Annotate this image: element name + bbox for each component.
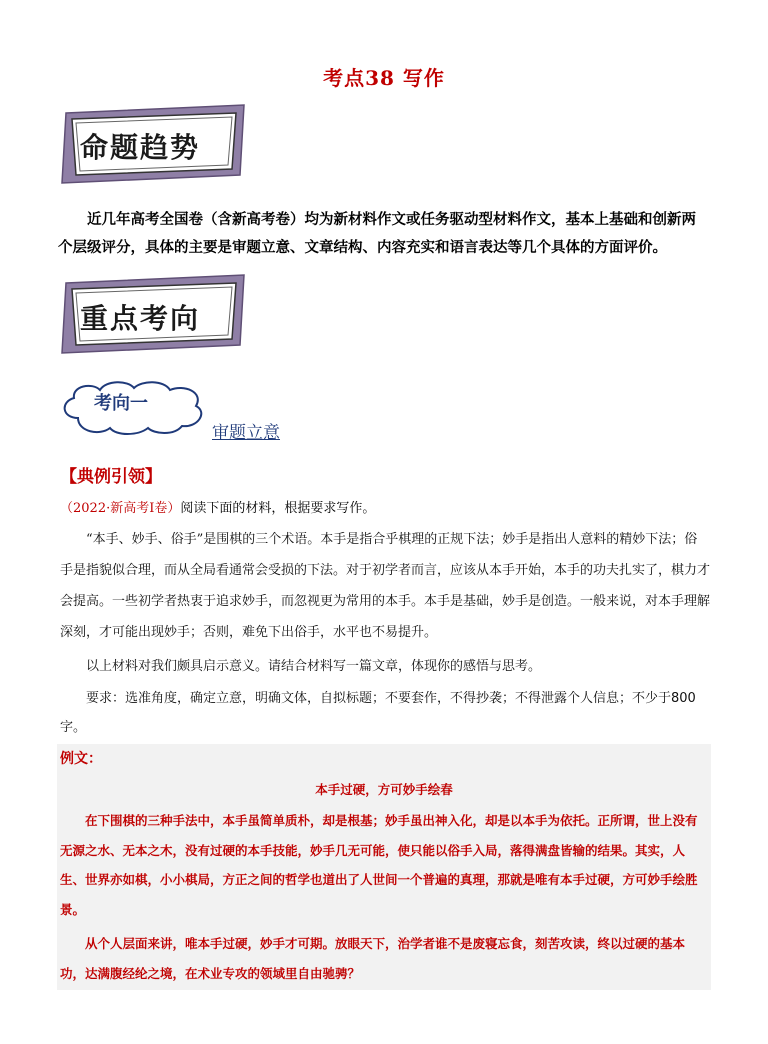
intro-paragraph: 近几年高考全国卷（含新高考卷）均为新材料作文或任务驱动型材料作文，基本上基础和创新两个层级评分，具体的主要是审题立意、文章结构、内容充实和语言表达等几个具体的方面评价。 <box>58 211 696 256</box>
banner-focus-label: 重点考向 <box>80 302 201 335</box>
material-paragraph: “本手、妙手、俗手”是围棋的三个术语。本手是指合乎棋理的正规下法；妙手是指出人意料的精妙下法；俗手是指貌似合理，而从全局看通常会受损的下法。对于初学者而言，应该从本手开始，本手的功夫扎实了，棋力才会提高。一些初学者热衷于追求妙手，而忽视更为常用的本手。本手是基础，妙手是创造。一般来说，对本手理解深刻，才可能出现妙手；否则，难免下出俗手，水平也不易提升。 <box>60 532 711 640</box>
essay-paragraph-2: 从个人层面来讲，唯本手过硬，妙手才可期。放眼天下，治学者谁不是废寝忘食，刻苦攻读，终以过硬的基本功，达满腹经纶之境，在术业专攻的领域里自由驰骋？ <box>60 936 686 981</box>
example-label: 【典例引领】 <box>60 467 162 487</box>
source-tag: （2022·新高考Ⅰ卷） <box>60 501 181 516</box>
source-text: 阅读下面的材料，根据要求写作。 <box>180 501 376 516</box>
page-title: 考点38 写作 <box>323 66 445 90</box>
requirement-paragraph: 要求：选准角度，确定立意，明确文体，自拟标题；不要套作，不得抄袭；不得泄露个人信息；不少于800字。 <box>60 691 696 735</box>
direction-subtitle: 审题立意 <box>212 423 280 443</box>
essay-title: 本手过硬，方可妙手绘春 <box>315 782 453 797</box>
source-line <box>60 497 375 516</box>
prompt-paragraph: 以上材料对我们颇具启示意义。请结合材料写一篇文章，体现你的感悟与思考。 <box>86 659 542 674</box>
banner-trend-label: 命题趋势 <box>80 131 201 164</box>
direction-badge-label: 考向一 <box>94 393 148 414</box>
essay-paragraph-1: 在下围棋的三种手法中，本手虽简单质朴，却是根基；妙手虽出神入化，却是以本手为依托。正所谓，世上没有无源之水、无本之木，没有过硬的本手技能，妙手几无可能，使只能以俗手入局，落得满盘皆输的结果。其实，人生、世界亦如棋，小小棋局，方正之间的哲学也道出了人世间一个普遍的真理，那就是唯有本手过硬，方可妙手绘胜景。 <box>60 813 698 917</box>
essay-label: 例文： <box>60 751 102 767</box>
